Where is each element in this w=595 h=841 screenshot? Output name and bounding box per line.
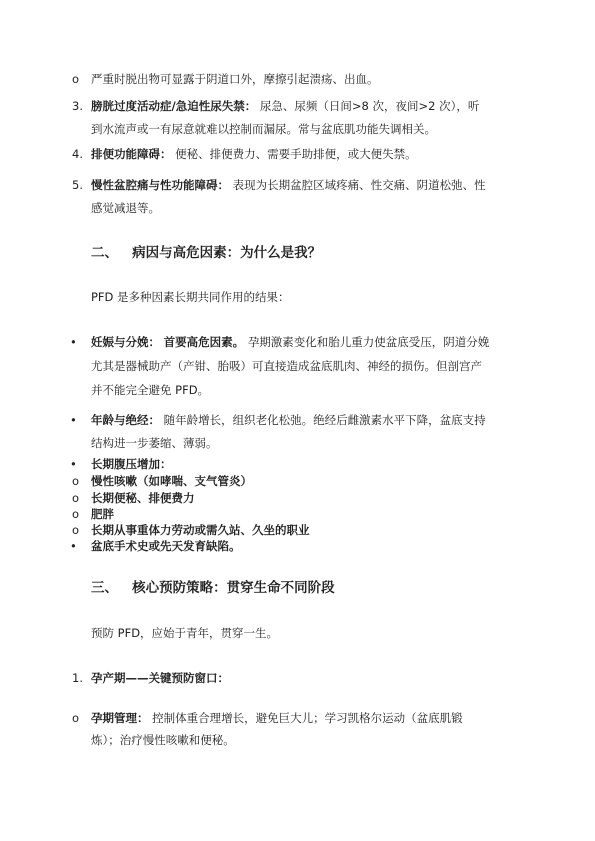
stage-item: [91, 710, 463, 726]
section-heading: [91, 579, 335, 597]
sub-item: 慢性咳嗽（如哮喘、支气管炎）: [91, 474, 252, 488]
bullet: •: [70, 335, 77, 349]
item-text: 控制体重合理增长，避免巨大儿；学习凯格尔运动（盆底肌锻: [152, 711, 463, 725]
item-title: 慢性盆腔痛与性功能障碍：: [91, 178, 229, 192]
factor-item: 盆底手术史或先天发育缺陷。: [91, 539, 241, 553]
section-title: 病因与高危因素：为什么是我？: [132, 245, 322, 261]
item-text-cont: 到水流声或一有尿意就难以控制而漏尿。常与盆底肌功能失调相关。: [91, 122, 436, 136]
list-item: [91, 177, 486, 193]
section-title: 核心预防策略：贯穿生命不同阶段: [132, 580, 335, 596]
section-intro: 预防 PFD，应始于青年，贯穿一生。: [91, 626, 279, 640]
list-number: 4.: [72, 147, 83, 161]
list-number: 3.: [72, 99, 83, 113]
factor-title: 年龄与绝经：: [91, 413, 160, 427]
list-number: 1.: [72, 671, 83, 685]
item-text: 表现为长期盆腔区域疼痛、性交痛、阴道松弛、性: [232, 178, 486, 192]
factor-text: 孕期激素变化和胎儿重力使盆底受压，阴道分娩: [247, 335, 490, 349]
item-text-cont: 炼）；治疗慢性咳嗽和便秘。: [91, 733, 235, 747]
sub-item: 长期从事重体力劳动或需久站、久坐的职业: [91, 523, 310, 537]
factor-title: 长期腹压增加：: [91, 457, 172, 471]
bullet: •: [70, 457, 77, 471]
factor-text-cont: 结构进一步萎缩、薄弱。: [91, 436, 218, 450]
sub-bullet: o: [72, 474, 80, 488]
sub-bullet: o: [72, 711, 80, 725]
item-title: 膀胱过度活动症/急迫性尿失禁：: [91, 99, 257, 113]
list-item: [91, 98, 479, 114]
section-heading: [91, 244, 321, 262]
section-intro: PFD 是多种因素长期共同作用的结果：: [91, 290, 290, 304]
factor-text: 随年龄增长，组织老化松弛。绝经后雌激素水平下降，盆底支持: [163, 413, 486, 427]
factor-item: [91, 412, 486, 428]
paragraph-text: 严重时脱出物可显露于阴道口外，摩擦引起溃疡、出血。: [91, 72, 379, 86]
sub-bullet: o: [72, 507, 80, 521]
sub-item: 长期便秘、排便费力: [91, 491, 195, 505]
item-text: 便秘、排便费力、需要手助排便，或大便失禁。: [175, 147, 417, 161]
factor-item: [91, 334, 489, 350]
sub-item: 肥胖: [91, 507, 114, 521]
section-number: 三、: [91, 580, 118, 596]
item-title: 排便功能障碍：: [91, 147, 172, 161]
sub-bullet: o: [72, 491, 80, 505]
item-title: 孕期管理：: [91, 711, 149, 725]
bullet: •: [70, 539, 77, 553]
stage-title: 孕产期——关键预防窗口：: [91, 671, 229, 685]
factor-emphasis: 首要高危因素。: [163, 335, 245, 349]
sub-bullet: o: [72, 523, 80, 537]
factor-text-cont: 并不能完全避免 PFD。: [91, 383, 210, 397]
list-number: 5.: [72, 178, 83, 192]
bullet: •: [70, 413, 77, 427]
list-item: [91, 146, 417, 162]
item-text: 尿急、尿频（日间>8 次，夜间>2 次），听: [259, 99, 480, 113]
sub-bullet: o: [72, 72, 80, 86]
factor-title: 妊娠与分娩：: [91, 335, 160, 349]
factor-text-cont: 尤其是器械助产（产钳、胎吸）可直接造成盆底肌肉、神经的损伤。但剖宫产: [91, 359, 482, 373]
section-number: 二、: [91, 245, 118, 261]
item-text-cont: 感觉减退等。: [91, 201, 160, 215]
